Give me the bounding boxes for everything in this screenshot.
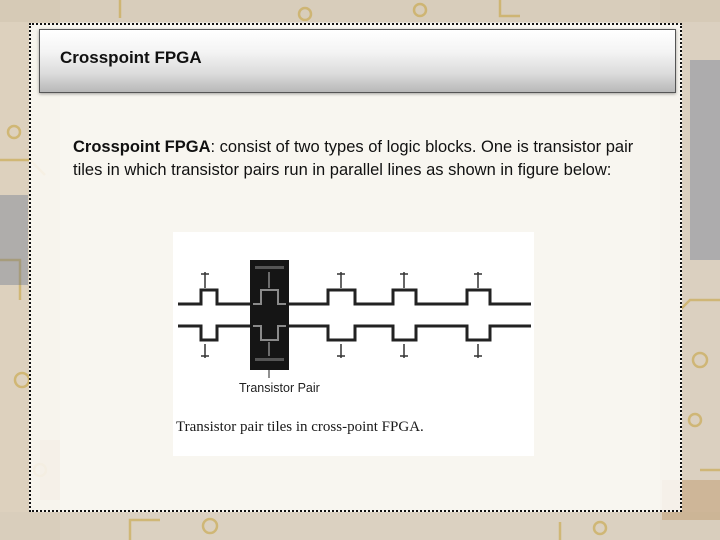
slide-title: Crosspoint FPGA — [60, 48, 202, 67]
figure-label: Transistor Pair — [239, 381, 320, 395]
transistor-pair-figure — [173, 232, 534, 456]
title-bar — [39, 29, 676, 93]
body-term: Crosspoint FPGA — [73, 138, 211, 156]
body-description: : consist of two types of logic blocks. One is transistor pair tiles in which transistor pairs run in parallel lines as shown in figure below: — [73, 138, 634, 179]
figure-caption: Transistor pair tiles in cross-point FPGA. — [176, 419, 424, 435]
body-paragraph — [73, 136, 653, 182]
